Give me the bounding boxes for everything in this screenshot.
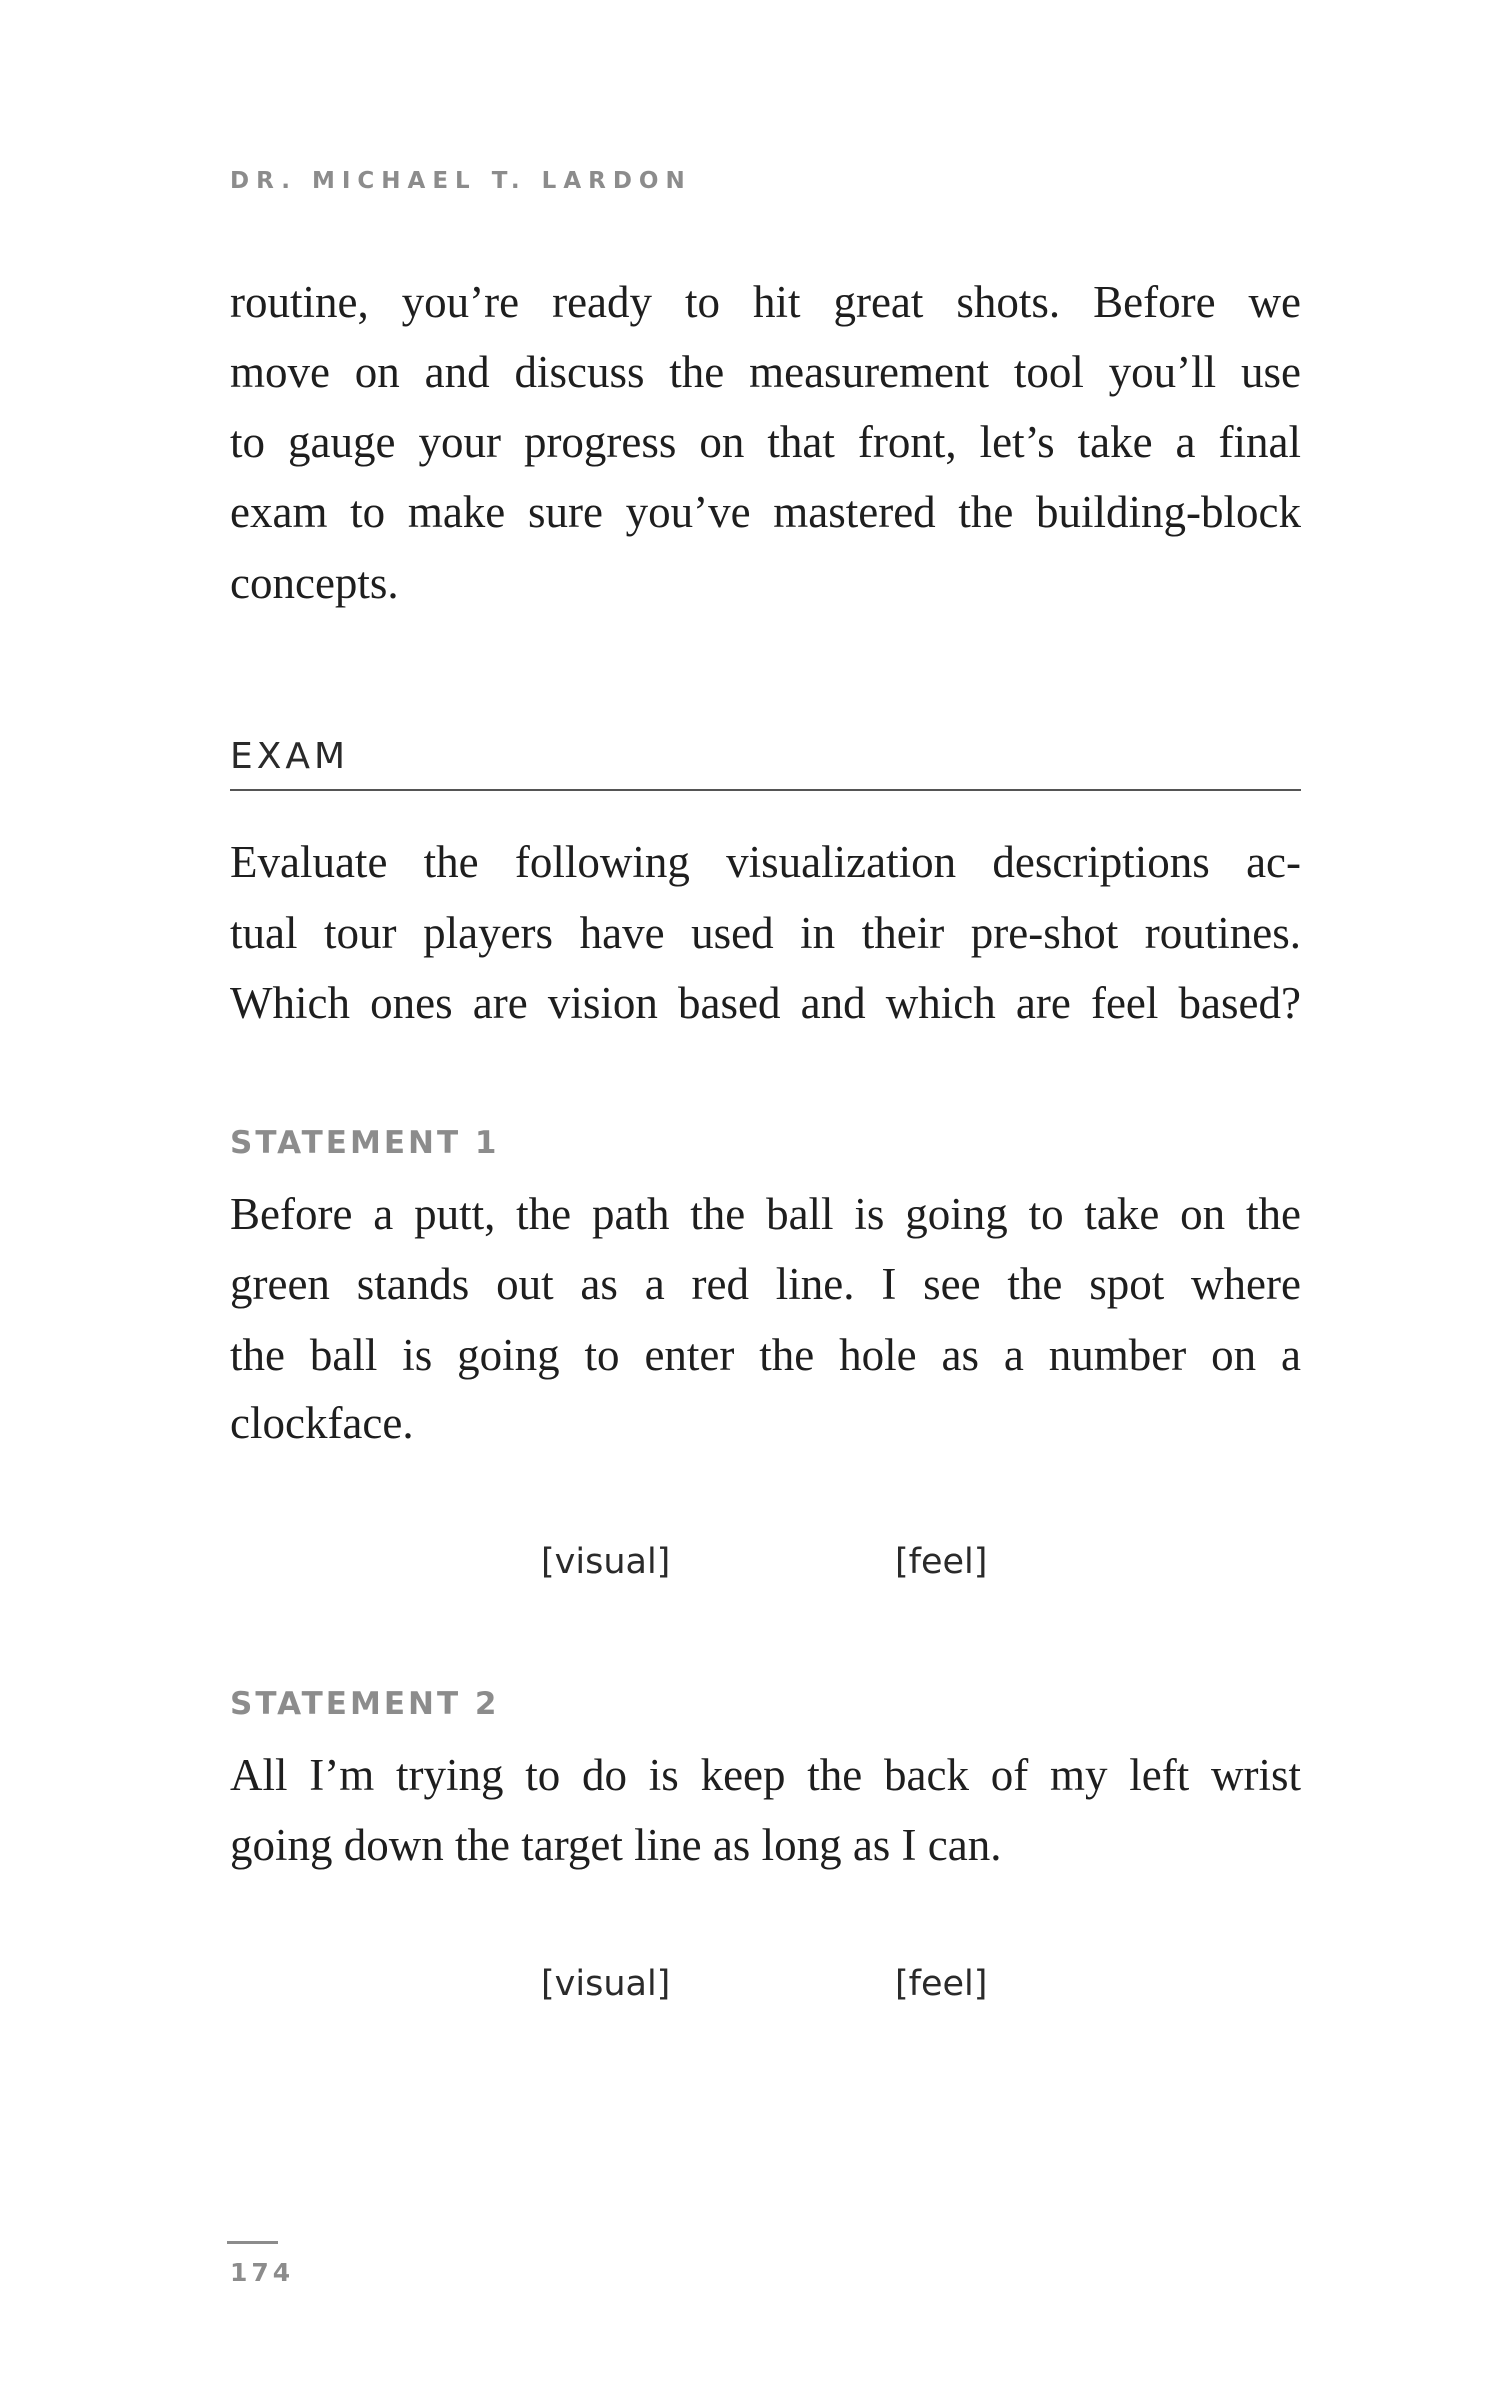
section-divider	[230, 789, 1301, 791]
page-number: 174	[230, 2258, 295, 2287]
text-line: Before a putt, the path the ball is going to take on the	[230, 1189, 1301, 1239]
text-line: to gauge your progress on that front, let’s take a final	[230, 417, 1301, 467]
text-line: clockface.	[230, 1398, 414, 1448]
visual-option[interactable]: [visual]	[541, 1542, 671, 1582]
statement-label: STATEMENT 1	[230, 1125, 500, 1161]
text-line: Evaluate the following visualization descriptions ac-	[230, 837, 1301, 887]
folio-rule	[227, 2241, 278, 2244]
running-head: DR. MICHAEL T. LARDON	[230, 168, 692, 194]
text-line: exam to make sure you’ve mastered the building-block	[230, 487, 1301, 537]
text-line: move on and discuss the measurement tool you’ll use	[230, 347, 1301, 397]
section-title: EXAM	[230, 736, 350, 777]
text-line: green stands out as a red line. I see the spot where	[230, 1259, 1301, 1309]
text-line: going down the target line as long as I can.	[230, 1820, 1002, 1870]
text-line: All I’m trying to do is keep the back of my left wrist	[230, 1750, 1301, 1800]
text-line: tual tour players have used in their pre-shot routines.	[230, 908, 1301, 958]
statement-label: STATEMENT 2	[230, 1686, 500, 1722]
visual-option[interactable]: [visual]	[541, 1964, 671, 2004]
text-line: routine, you’re ready to hit great shots. Before we	[230, 277, 1301, 327]
text-line: concepts.	[230, 558, 399, 608]
feel-option[interactable]: [feel]	[895, 1542, 988, 1582]
text-line: the ball is going to enter the hole as a number on a	[230, 1330, 1301, 1380]
feel-option[interactable]: [feel]	[895, 1964, 988, 2004]
text-line: Which ones are vision based and which are feel based?	[230, 978, 1301, 1028]
